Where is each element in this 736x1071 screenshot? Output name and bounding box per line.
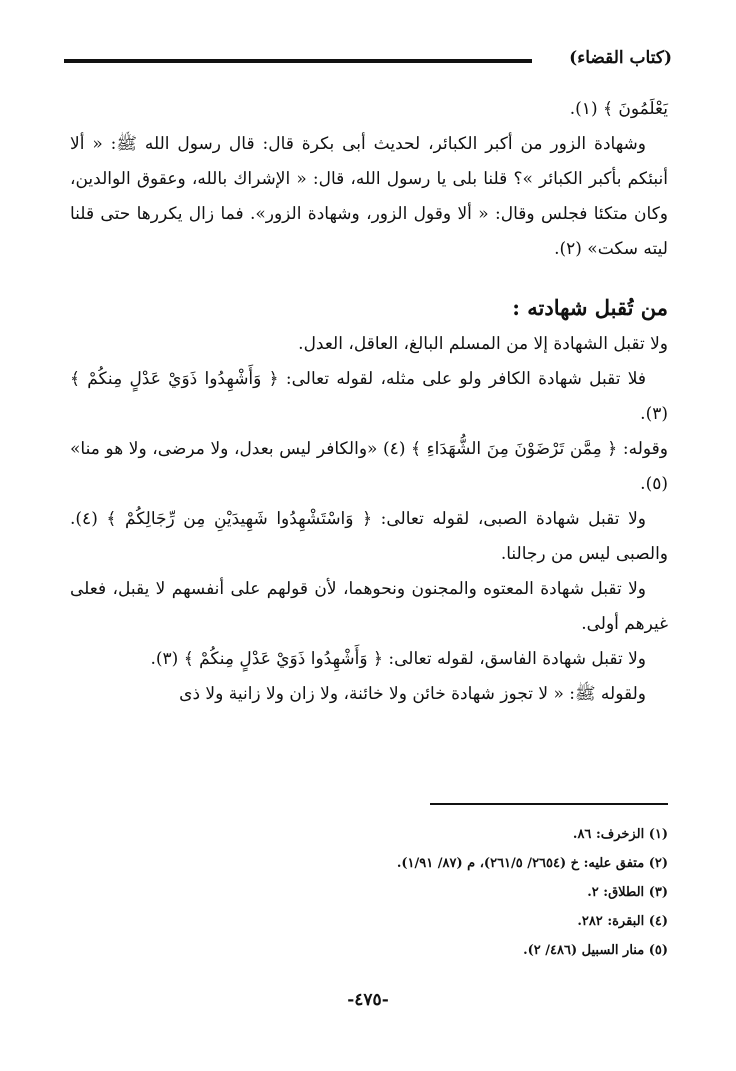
footnote-1: (١) الزخرف: ٨٦.	[572, 827, 668, 842]
section-heading: من تُقبل شهادته :	[512, 295, 668, 320]
footnote-2: (٢) متفق عليه: خ (٢٦٥٤/ ٢٦١/٥)، م (٨٧/ ١/٩١).	[396, 856, 668, 871]
footnotes	[140, 820, 668, 965]
footnote-3: (٣) الطلاق: ٢.	[587, 885, 668, 900]
paragraph-2: وشهادة الزور من أكبر الكبائر، لحديث أبى بكرة قال: قال رسول الله ﷺ: « ألا أنبئكم بأكبر الكبائر »؟ قلنا بلى يا رسول الله، قال: « الإشراك بالله، وعقوق الوالدين، وكان متكئا فجلس وقال: « ألا وقول الزور، وشهادة الزور». فما زال يكررها حتى قلنا ليته سكت» (٢).	[70, 134, 668, 259]
paragraph-3: ولا تقبل الشهادة إلا من المسلم البالغ، العاقل، العدل.	[298, 334, 668, 354]
footnote-4: (٤) البقرة: ٢٨٢.	[577, 914, 668, 929]
chapter-title: (كتاب القضاء)	[569, 48, 672, 68]
paragraph-7: ولا تقبل شهادة المعتوه والمجنون ونحوهما، لأن قولهم على أنفسهم لا يقبل، فعلى غيرهم أولى.	[70, 579, 668, 634]
footnote-5: (٥) منار السبيل (٤٨٦/ ٢).	[523, 943, 668, 958]
paragraph-9: ولقوله ﷺ: « لا تجوز شهادة خائن ولا خائنة، ولا زان ولا زانية ولا ذى	[179, 684, 646, 704]
page-number: -٤٧٥-	[347, 990, 389, 1010]
header-rule	[64, 59, 532, 63]
paragraph-4: فلا تقبل شهادة الكافر ولو على مثله، لقوله تعالى: ﴿ وَأَشْهِدُوا ذَوَيْ عَدْلٍ مِنكُمْ ﴾ (٣).	[70, 369, 668, 424]
paragraph-6: ولا تقبل شهادة الصبى، لقوله تعالى: ﴿ وَاسْتَشْهِدُوا شَهِيدَيْنِ مِن رِّجَالِكُمْ ﴾ (٤). والصبى ليس من رجالنا.	[70, 509, 668, 564]
paragraph-1: يَعْلَمُونَ ﴾ (١).	[569, 99, 668, 119]
paragraph-8: ولا تقبل شهادة الفاسق، لقوله تعالى: ﴿ وَأَشْهِدُوا ذَوَيْ عَدْلٍ مِنكُمْ ﴾ (٣).	[150, 649, 646, 669]
footnote-separator	[430, 803, 668, 805]
paragraph-5: وقوله: ﴿ مِمَّن تَرْضَوْنَ مِنَ الشُّهَدَاءِ ﴾ (٤) «والكافر ليس بعدل، ولا مرضى، ولا هو منا» (٥).	[70, 439, 668, 494]
page-header	[64, 46, 672, 76]
main-text	[70, 92, 668, 712]
